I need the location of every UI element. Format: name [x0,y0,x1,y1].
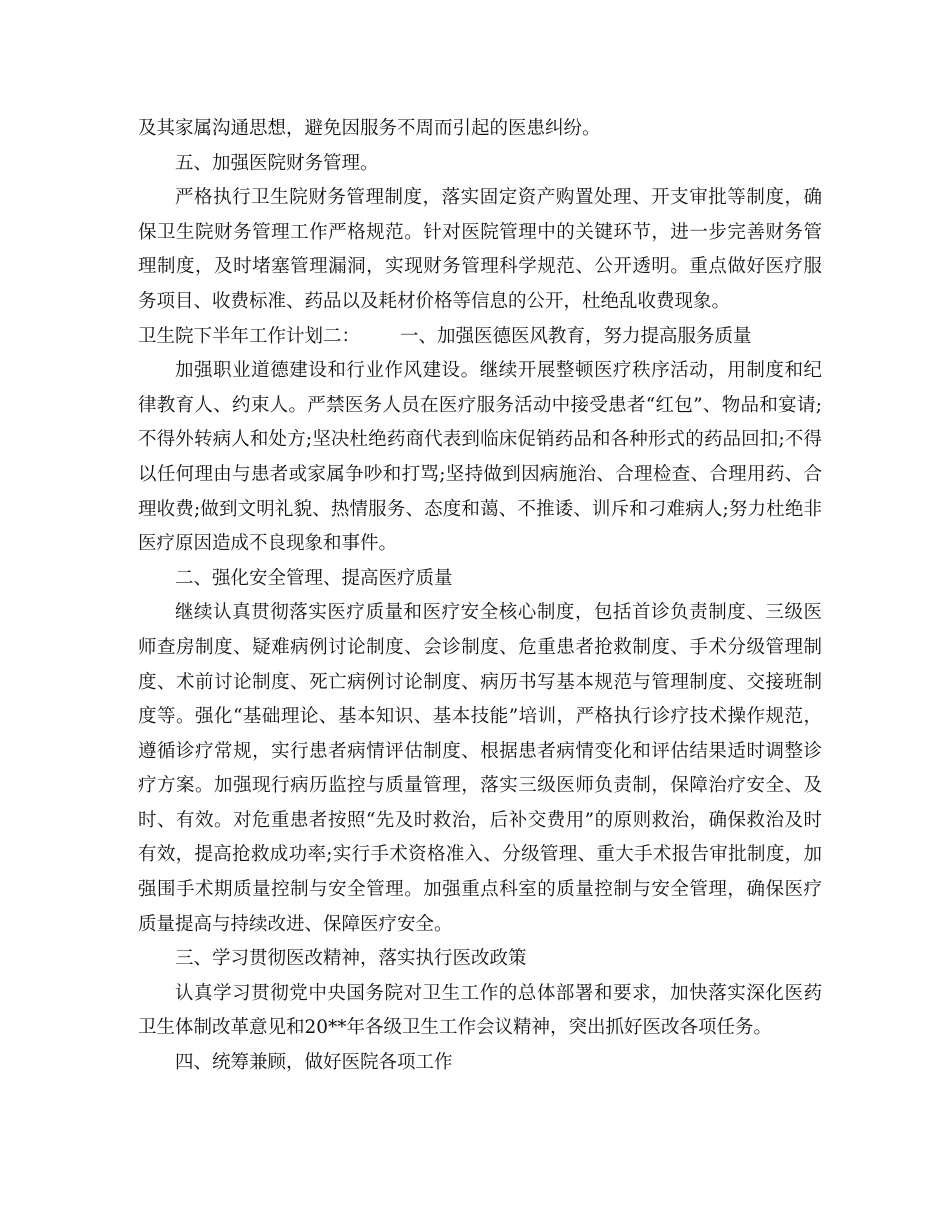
paragraph-reform: 认真学习贯彻党中央国务院对卫生工作的总体部署和要求，加快落实深化医药卫生体制改革意见和20**年各级卫生工作会议精神，突出抓好医改各项任务。 [138,982,822,1039]
heading-finance-management: 五、加强医院财务管理。 [175,152,379,174]
heading-safety-management: 二、强化安全管理、提高医疗质量 [175,567,453,589]
paragraph-ethics: 加强职业道德建设和行业作风建设。继续开展整顿医疗秩序活动，用制度和纪律教育人、约束人。严禁医务人员在医疗服务活动中接受患者“红包”、物品和宴请;不得外转病人和处方;坚决杜绝药商代表到临床促销药品和各种形式的药品回扣;不得以任何理由与患者或家属争吵和打骂;坚持做到因病施治、合理检查、合理用药、合理收费;做到文明礼貌、热情服务、态度和蔼、不推诿、训斥和刁难病人;努力杜绝非医疗原因造成不良现象和事件。 [138,360,822,555]
heading-reform-policy: 三、学习贯彻医改精神，落实执行医改政策 [175,948,527,970]
plan-two-heading-line [138,320,822,355]
paragraph-finance: 严格执行卫生院财务管理制度，落实固定资产购置处理、开支审批等制度，确保卫生院财务管理工作严格规范。针对医院管理中的关键环节，进一步完善财务管理制度，及时堵塞管理漏洞，实现财务管理科学规范、公开透明。重点做好医疗服务项目、收费标准、药品以及耗材价格等信息的公开，杜绝乱收费现象。 [138,187,822,312]
heading-overall-planning: 四、统筹兼顾，做好医院各项工作 [175,1052,453,1074]
document-body [138,112,822,1081]
plan-two-title: 卫生院下半年工作计划二： [138,325,361,347]
paragraph-safety: 继续认真贯彻落实医疗质量和医疗安全核心制度，包括首诊负责制度、三级医师查房制度、疑难病例讨论制度、会诊制度、危重患者抢救制度、手术分级管理制度、术前讨论制度、死亡病例讨论制度、病历书写基本规范与管理制度、交接班制度等。强化“基础理论、基本知识、基本技能”培训，严格执行诊疗技术操作规范，遵循诊疗常规，实行患者病情评估制度、根据患者病情变化和评估结果适时调整诊疗方案。加强现行病历监控与质量管理，落实三级医师负责制，保障治疗安全、及时、有效。对危重患者按照“先及时救治，后补交费用”的原则救治，确保救治及时有效，提高抢救成功率;实行手术资格准入、分级管理、重大手术报告审批制度，加强围手术期质量控制与安全管理。加强重点科室的质量控制与安全管理，确保医疗质量提高与持续改进、保障医疗安全。 [138,602,822,935]
paragraph-continuation: 及其家属沟通思想，避免因服务不周而引起的医患纠纷。 [138,118,601,139]
heading-medical-ethics: 一、加强医德医风教育，努力提高服务质量 [400,325,752,347]
